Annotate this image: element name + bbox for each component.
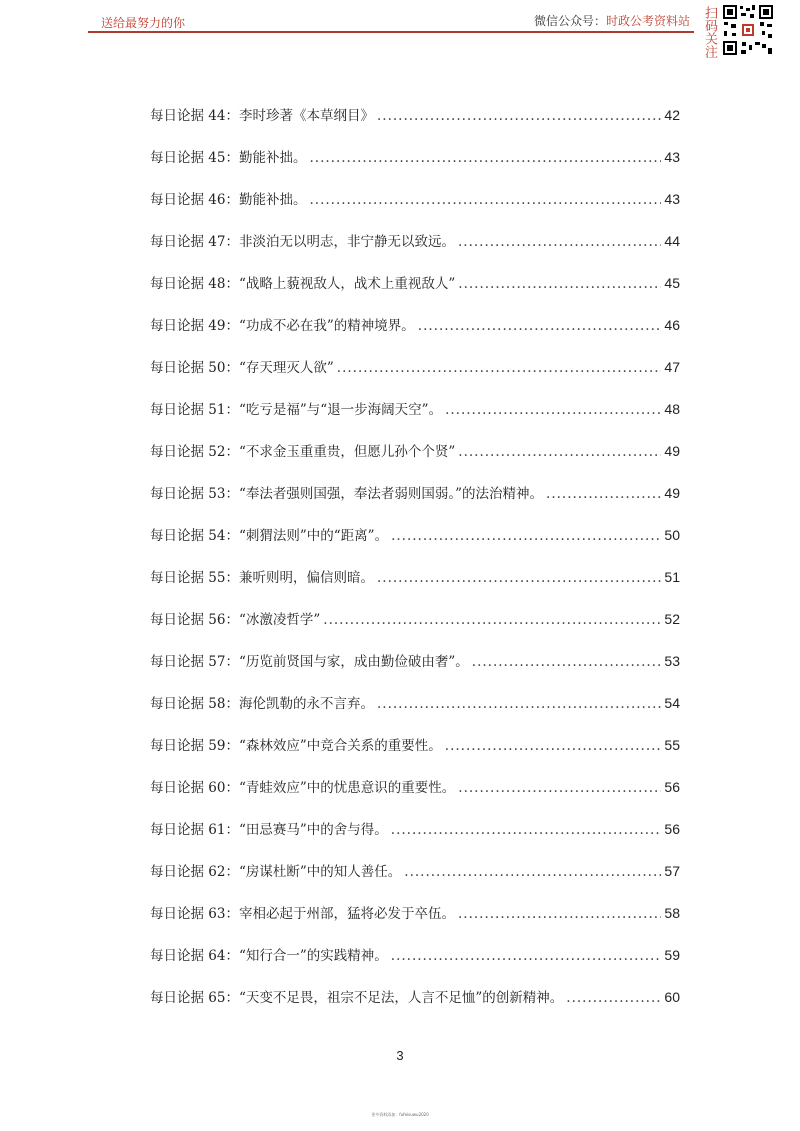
toc-entry-title: 每日论据 51：“吃亏是福”与“退一步海阔天空”。	[150, 402, 443, 418]
toc-leader-dots	[566, 990, 661, 1006]
toc-leader-dots	[445, 402, 661, 418]
toc-entry[interactable]	[150, 608, 680, 650]
toc-entry[interactable]	[150, 986, 680, 1028]
toc-entry[interactable]	[150, 230, 680, 272]
toc-entry-title: 每日论据 44：李时珍著《本草纲目》	[150, 108, 374, 124]
toc-entry-title: 每日论据 59：“森林效应”中竞合关系的重要性。	[150, 738, 442, 754]
toc-entry-page: 43	[664, 149, 680, 165]
toc-leader-dots	[458, 234, 661, 250]
page-number: 3	[396, 1048, 404, 1063]
toc-entry-title: 每日论据 53：“奉法者强则国强，奉法者弱则国弱。”的法治精神。	[150, 486, 544, 502]
toc-entry-page: 49	[664, 485, 680, 501]
toc-entry[interactable]	[150, 734, 680, 776]
toc-leader-dots	[546, 486, 661, 502]
toc-entry-page: 45	[664, 275, 680, 291]
toc-entry-page: 55	[664, 737, 680, 753]
toc-leader-dots	[391, 822, 662, 838]
toc-leader-dots	[458, 780, 661, 796]
qr-code-icon[interactable]	[722, 4, 774, 56]
toc-entry-title: 每日论据 61：“田忌赛马”中的舍与得。	[150, 822, 388, 838]
toc-entry-title: 每日论据 52：“不求金玉重重贵，但愿儿孙个个贤”	[150, 444, 456, 460]
toc-entry-title: 每日论据 64：“知行合一”的实践精神。	[150, 948, 388, 964]
toc-entry[interactable]	[150, 818, 680, 860]
toc-entry-page: 60	[664, 989, 680, 1005]
toc-leader-dots	[309, 192, 661, 208]
toc-entry-page: 58	[664, 905, 680, 921]
toc-entry-page: 49	[664, 443, 680, 459]
toc-leader-dots	[472, 654, 662, 670]
account-label: 微信公众号：	[533, 14, 606, 28]
toc-entry-page: 54	[664, 695, 680, 711]
toc-entry[interactable]	[150, 356, 680, 398]
toc-entry[interactable]	[150, 188, 680, 230]
toc-entry-title: 每日论据 54：“刺猬法则”中的“距离”。	[150, 528, 389, 544]
toc-entry-page: 43	[664, 191, 680, 207]
toc-entry-title: 每日论据 47：非淡泊无以明志，非宁静无以致远。	[150, 234, 455, 250]
toc-entry-title: 每日论据 62：“房谋杜断”中的知人善任。	[150, 864, 402, 880]
toc-leader-dots	[458, 906, 661, 922]
toc-entry[interactable]	[150, 902, 680, 944]
toc-entry-title: 每日论据 48：“战略上藐视敌人，战术上重视敌人”	[150, 276, 456, 292]
toc-entry-title: 每日论据 60：“青蛙效应”中的忧患意识的重要性。	[150, 780, 456, 796]
toc-entry[interactable]	[150, 104, 680, 146]
header-rule	[88, 31, 694, 33]
scan-follow-label: 扫码关注	[702, 6, 717, 58]
toc-entry-title: 每日论据 46：勤能补拙。	[150, 192, 307, 208]
toc-entry[interactable]	[150, 146, 680, 188]
toc-entry-title: 每日论据 58：海伦凯勒的永不言弃。	[150, 696, 374, 712]
toc-entry-title: 每日论据 55：兼听则明，偏信则暗。	[150, 570, 374, 586]
toc-entry[interactable]	[150, 566, 680, 608]
toc-leader-dots	[391, 948, 662, 964]
toc-entry-page: 51	[664, 569, 680, 585]
toc-entry-title: 每日论据 56：“冰激凌哲学”	[150, 612, 321, 628]
account-name: 时政公考资料站	[605, 14, 690, 28]
toc-entry[interactable]	[150, 272, 680, 314]
toc-entry-page: 42	[664, 107, 680, 123]
toc-leader-dots	[337, 360, 662, 376]
toc-entry-page: 56	[664, 779, 680, 795]
toc-entry[interactable]	[150, 944, 680, 986]
toc-entry[interactable]	[150, 776, 680, 818]
toc-entry[interactable]	[150, 440, 680, 482]
toc-leader-dots	[391, 528, 661, 544]
toc-entry-page: 57	[664, 863, 680, 879]
footer-watermark: 更多资料添加：fufeisuwu2020	[371, 1112, 429, 1117]
toc-entry[interactable]	[150, 524, 680, 566]
toc-leader-dots	[404, 864, 661, 880]
toc-entry[interactable]	[150, 692, 680, 734]
toc-entry[interactable]	[150, 860, 680, 902]
toc-entry-title: 每日论据 49：“功成不必在我”的精神境界。	[150, 318, 415, 334]
toc-entry-page: 46	[664, 317, 680, 333]
toc-entry-page: 56	[664, 821, 680, 837]
toc-entry-page: 44	[664, 233, 680, 249]
toc-leader-dots	[458, 444, 661, 460]
page-header	[0, 0, 800, 60]
toc-leader-dots	[377, 696, 661, 712]
toc-leader-dots	[458, 276, 661, 292]
header-slogan: 送给最努力的你	[101, 16, 186, 30]
toc-leader-dots	[309, 150, 661, 166]
toc-entry-title: 每日论据 45：勤能补拙。	[150, 150, 307, 166]
toc-entry-page: 52	[664, 611, 680, 627]
toc-entry[interactable]	[150, 482, 680, 524]
header-account	[534, 12, 690, 29]
toc-entry[interactable]	[150, 650, 680, 692]
toc-leader-dots	[377, 108, 661, 124]
toc-entry[interactable]	[150, 398, 680, 440]
toc-entry-page: 59	[664, 947, 680, 963]
toc-entry-title: 每日论据 65：“天变不足畏，祖宗不足法，人言不足恤”的创新精神。	[150, 990, 564, 1006]
toc-leader-dots	[445, 738, 662, 754]
toc-entry-title: 每日论据 50：“存天理灭人欲”	[150, 360, 334, 376]
toc-leader-dots	[377, 570, 661, 586]
toc-entry-page: 47	[664, 359, 680, 375]
toc-entry-title: 每日论据 63：宰相必起于州部，猛将必发于卒伍。	[150, 906, 455, 922]
toc-entry-title: 每日论据 57：“历览前贤国与家，成由勤俭破由奢”。	[150, 654, 469, 670]
toc-entry-page: 50	[664, 527, 680, 543]
toc-leader-dots	[418, 318, 662, 334]
table-of-contents	[150, 104, 680, 1028]
toc-entry-page: 53	[664, 653, 680, 669]
toc-entry-page: 48	[664, 401, 680, 417]
toc-entry[interactable]	[150, 314, 680, 356]
toc-leader-dots	[323, 612, 661, 628]
